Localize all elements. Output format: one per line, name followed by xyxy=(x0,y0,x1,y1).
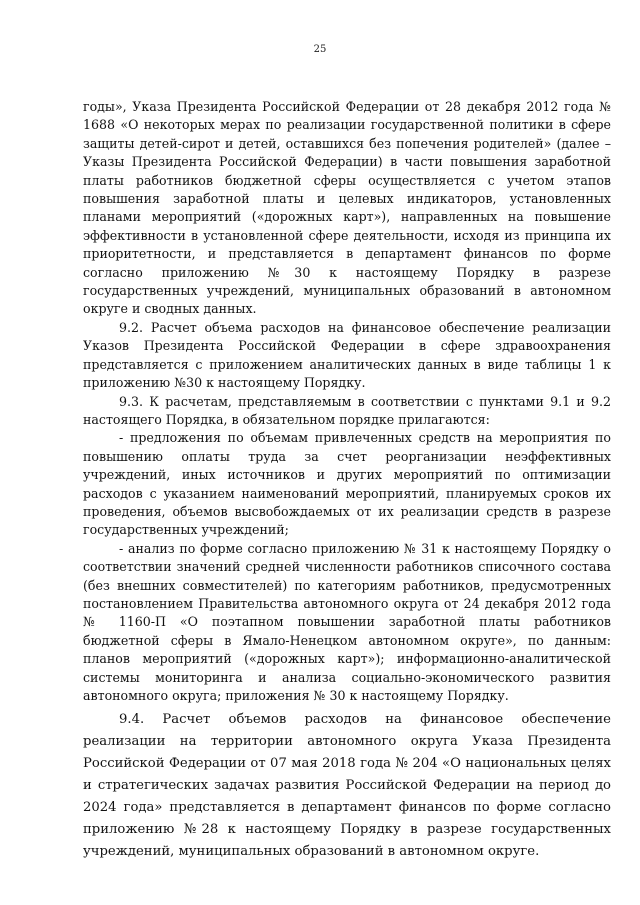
paragraph-9-2: 9.2. Расчет объема расходов на финансовое обеспечение реализации Указов Президента Российской Федерации в сфере здравоохранения представляется с приложением аналитических данных в виде таблицы 1 к приложению №30 к настоящему Порядку. xyxy=(83,319,611,391)
paragraph-9-4: 9.4. Расчет объемов расходов на финансовое обеспечение реализации на территории автономного округа Указа Президента Российской Федерации от 07 мая 2018 года № 204 «О национальных целях и стратегических задачах развития Российской Федерации на период до 2024 года» представляется в департамент финансов по форме согласно приложению №28 к настоящему Порядку в разрезе государственных учреждений, муниципальных образований в автономном округе. xyxy=(83,712,611,860)
paragraph-continuation: годы», Указа Президента Российской Федерации от 28 декабря 2012 года № 1688 «О некоторых мерах по реализации государственной политики в сфере защиты детей-сирот и детей, оставшихся без попечения родителей» (далее – Указы Президента Российской Федерации) в части повышения заработной платы работников бюджетной сферы осуществляется с учетом этапов повышения заработной платы и целевых индикаторов, установленных планами мероприятий («дорожных карт»), направленных на повышение эффективности в установленной сфере деятельности, исходя из принципа их приоритетности, и представляется в департамент финансов по форме согласно приложению №30 к настоящему Порядку в разрезе государственных учреждений, муниципальных образований в автономном округе и сводных данных. xyxy=(83,99,611,317)
list-item-analysis: - анализ по форме согласно приложению № 31 к настоящему Порядку о соответствии значений средней численности работников списочного состава (без внешних совместителей) по категориям работников, предусмотренных постановлением Правительства автономного округа от 24 декабря 2012 года № 1160-П «О поэтапном повышении заработной платы работников бюджетной сферы в Ямало-Ненецком автономном округе», по данным: планов мероприятий («дорожных карт»); информационно-аналитической системы мониторинга и анализа социально-экономического развития автономного округа; приложения № 30 к настоящему Порядку. xyxy=(83,540,611,703)
list-item-proposals: - предложения по объемам привлеченных средств на мероприятия по повышению оплаты труда за счет реорганизации неэффективных учреждений, иных источников и других мероприятий по оптимизации расходов с указанием наименований мероприятий, планируемых сроков их проведения, объемов высвобождаемых от их реализации средств в разрезе государственных учреждений; xyxy=(83,430,611,538)
paragraph-9-3: 9.3. К расчетам, представляемым в соответствии с пунктами 9.1 и 9.2 настоящего Порядка, в обязательном порядке прилагаются: xyxy=(83,393,611,427)
document-body xyxy=(83,98,611,863)
page-number: 25 xyxy=(313,44,327,55)
